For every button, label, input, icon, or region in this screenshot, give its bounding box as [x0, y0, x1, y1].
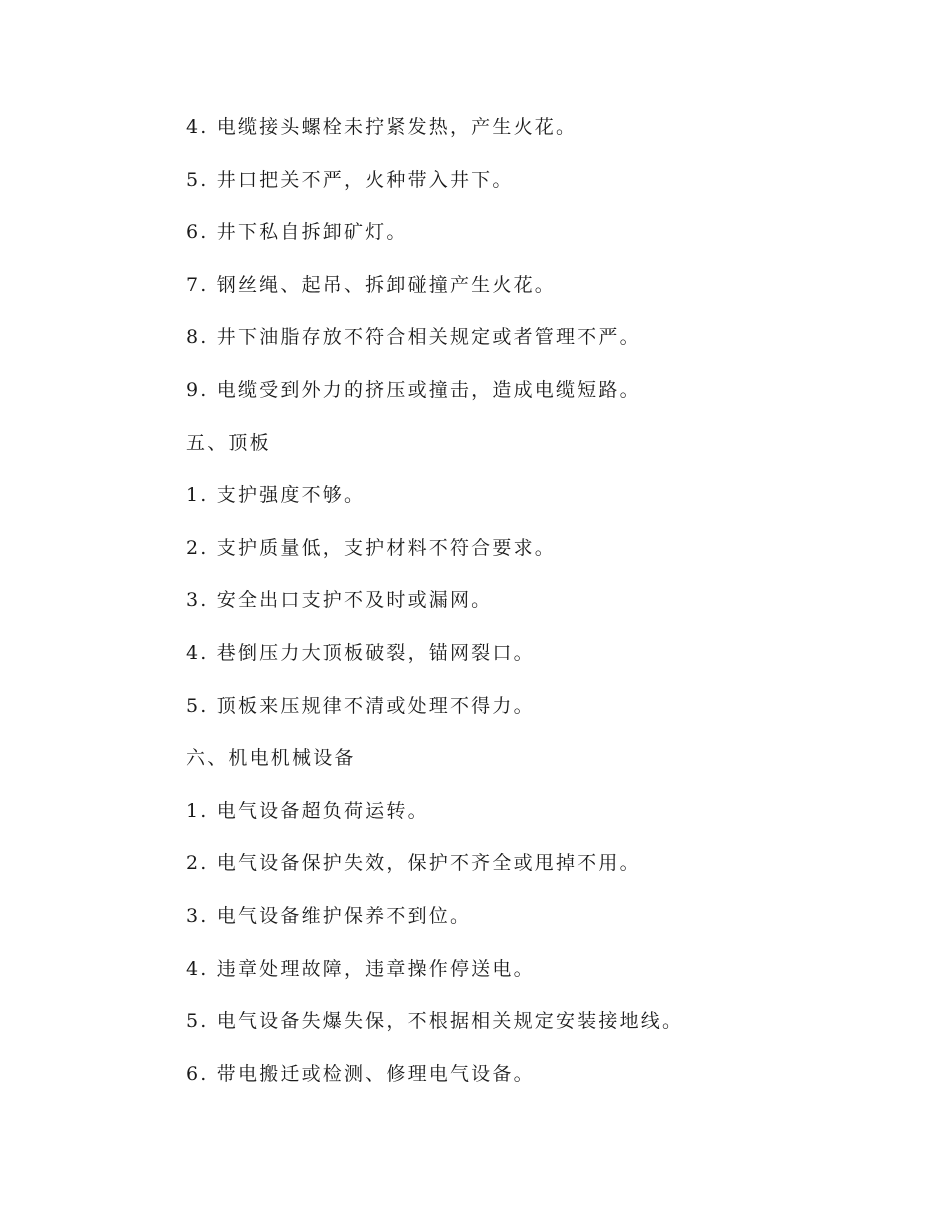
- list-item-electric-5: 5. 井口把关不严，火种带入井下。: [186, 168, 514, 191]
- list-item-equipment-6: 6. 带电搬迁或检测、修理电气设备。: [186, 1062, 535, 1085]
- list-item-equipment-5: 5. 电气设备失爆失保，不根据相关规定安装接地线。: [186, 1010, 684, 1033]
- list-item-roof-5: 5. 顶板来压规律不清或处理不得力。: [186, 694, 535, 717]
- list-item-electric-7: 7. 钢丝绳、起吊、拆卸碰撞产生火花。: [186, 273, 556, 296]
- list-item-equipment-3: 3. 电气设备维护保养不到位。: [186, 904, 472, 927]
- list-item-electric-4: 4. 电缆接头螺栓未拧紧发热，产生火花。: [186, 116, 578, 138]
- list-item-roof-4: 4. 巷倒压力大顶板破裂，锚网裂口。: [186, 641, 535, 664]
- list-item-equipment-2: 2. 电气设备保护失效，保护不齐全或甩掉不用。: [186, 852, 641, 875]
- list-item-electric-9: 9. 电缆受到外力的挤压或撞击，造成电缆短路。: [186, 378, 641, 401]
- document-body: [186, 107, 886, 1106]
- section-heading-roof: 五、顶板: [186, 431, 271, 454]
- list-item-equipment-4: 4. 违章处理故障，违章操作停送电。: [186, 957, 535, 980]
- list-item-electric-6: 6. 井下私自拆卸矿灯。: [186, 221, 408, 244]
- list-item-equipment-1: 1. 电气设备超负荷运转。: [186, 799, 429, 822]
- list-item-roof-2: 2. 支护质量低，支护材料不符合要求。: [186, 536, 556, 559]
- section-heading-equipment: 六、机电机械设备: [186, 747, 356, 770]
- list-item-electric-8: 8. 井下油脂存放不符合相关规定或者管理不严。: [186, 326, 641, 349]
- list-item-roof-3: 3. 安全出口支护不及时或漏网。: [186, 589, 493, 612]
- list-item-roof-1: 1. 支护强度不够。: [186, 484, 366, 507]
